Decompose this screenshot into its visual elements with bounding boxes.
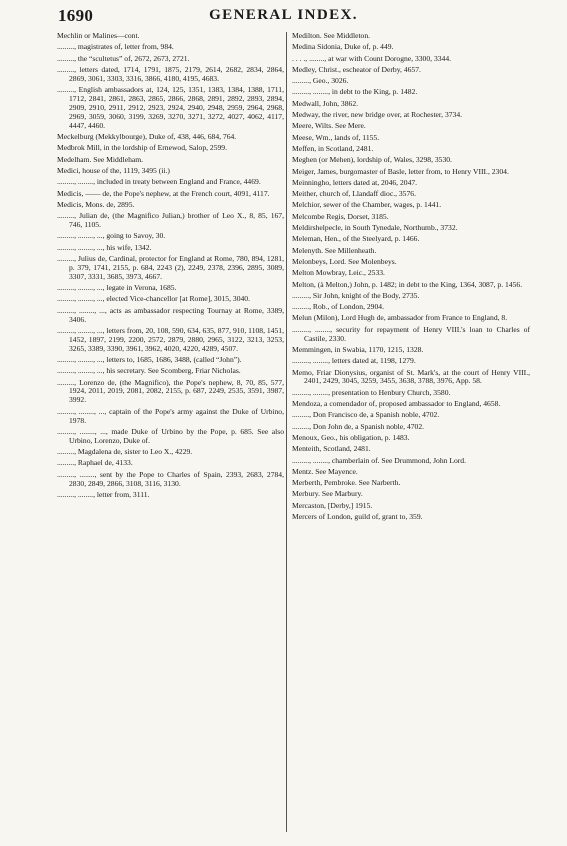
index-entry: Meese, Wm., lands of, 1155.	[292, 132, 380, 142]
index-entry: Meffen, in Scotland, 2481.	[292, 143, 374, 153]
index-entry: Melun (Milon), Lord Hugh de, ambassador from France to England, 8.	[292, 313, 508, 323]
index-entry: Medway, the river, new bridge over, at Rochester, 3734.	[292, 110, 463, 120]
index-entry: Medici, house of the, 1119, 3495 (ii.)	[57, 165, 170, 175]
index-entry: Medicis, Mons. de, 2895.	[57, 199, 135, 209]
index-entry: Mechlin or Malines—cont.	[57, 31, 140, 40]
index-entry: ........., ........, letter from, 3111.	[57, 489, 150, 499]
index-entry: ........., Don Francisco de, a Spanish noble, 4702.	[292, 410, 440, 420]
index-entry: Merbury. See Marbury.	[292, 489, 363, 499]
index-entry: ........., Magdalena de, sister to Leo X., 4229.	[57, 447, 193, 457]
index-entry: ........., ........, ..., acts as ambassador respecting Tournay at Rome, 3389, 3406.	[57, 305, 284, 324]
index-entry: ........., ........, ..., captain of the Pope's army against the Duke of Urbino, 1978.	[57, 406, 284, 425]
index-entry: Mercers of London, guild of, grant to, 359.	[292, 511, 423, 521]
index-entry: ........., Sir John, knight of the Body, 2735.	[292, 290, 420, 300]
index-entry: Medwall, John, 3862.	[292, 98, 359, 108]
index-entry: Meghen (or Mehen), lordship of, Wales, 3298, 3530.	[292, 155, 452, 165]
index-entry: . . . ., ........, at war with Count Dorogne, 3300, 3344.	[292, 53, 452, 63]
index-entry: ........., ........, presentation to Henbury Church, 3580.	[292, 387, 451, 397]
index-entry: Meinningho, letters dated at, 2046, 2047.	[292, 177, 418, 187]
index-entry: Medley, Christ., escheator of Derby, 4657.	[292, 64, 421, 74]
index-entry: ........., Geo., 3026.	[292, 76, 349, 86]
index-entry: Melcombe Regis, Dorset, 3185.	[292, 211, 389, 221]
index-column-right	[292, 32, 530, 524]
index-entry: Melton Mowbray, Leic., 2533.	[292, 268, 385, 278]
index-entry: ........., ........, ..., letters to, 1685, 1686, 3488, (called “John”).	[57, 354, 242, 364]
index-entry: ........., ........, ..., elected Vice-chancellor [at Rome], 3015, 3040.	[57, 294, 250, 304]
index-entry: Meere, Wilts. See Mere.	[292, 121, 366, 131]
index-entry: ........., ........, security for repayment of Henry VIII.'s loan to Charles of Castile, 2330.	[292, 324, 530, 343]
index-entry: ........., letters dated, 1714, 1791, 1875, 2179, 2614, 2682, 2834, 2864, 2869, 3061, 3303, 3316, 3866, 4180, 4195, 4683.	[57, 64, 284, 83]
index-entry: ........., Rob., of London, 2904.	[292, 302, 384, 312]
index-entry: ........., Raphael de, 4133.	[57, 458, 133, 468]
index-entry: Melton, (à Melton,) John, p. 1482; in debt to the King, 1364, 3087, p. 1456.	[292, 279, 523, 289]
index-entry: ........., ........, letters dated at, 1198, 1279.	[292, 356, 416, 366]
index-entry: Meiger, James, burgomaster of Basle, letter from, to Henry VIII., 2304.	[292, 166, 509, 176]
index-entry: ........., ........, sent by the Pope to Charles of Spain, 2393, 2683, 2784, 2830, 2849, 2866, 3108, 3116, 3130.	[57, 469, 284, 488]
index-entry: ........., ........, included in treaty between England and France, 4469.	[57, 177, 261, 187]
column-divider	[286, 32, 287, 832]
page-number: 1690	[58, 6, 94, 25]
index-entry: ........., ........, ..., made Duke of Urbino by the Pope, p. 685. See also Urbino, Lorenzo, Duke of.	[57, 426, 284, 445]
index-entry: Medicis, —— de, the Pope's nephew, at the French court, 4091, 4117.	[57, 188, 270, 198]
index-entry: Medelham. See Middleham.	[57, 154, 144, 164]
index-entry: Menteith, Scotland, 2481.	[292, 444, 371, 454]
index-entry: Mendoza, a comendador of, proposed ambassador to England, 4658.	[292, 399, 501, 409]
index-entry: ........., ........, ..., his wife, 1342.	[57, 242, 152, 252]
page-margin	[0, 0, 57, 846]
index-entry: ........., Lorenzo de, (the Magnifico), the Pope's nephew, 8, 70, 85, 577, 1924, 2011, 2019, 2081, 2082, 2155, p. 687, 2249, 2535, 3591, 3987, 3992.	[57, 377, 284, 405]
index-entry: Medilton. See Middleton.	[292, 31, 371, 40]
index-entry: ........., ........, chamberlain of. See Drummond, John Lord.	[292, 455, 466, 465]
index-entry: ........., English ambassadors at, 124, 125, 1351, 1383, 1384, 1388, 1711, 1712, 2841, 2861, 2863, 2865, 2866, 2868, 2891, 2892, 2893, 2894, 2909, 2910, 2911, 2912, 2923, 2924, 2940, 2948, 2959, 2964, 2968, 2969, 3059, 3060, 3199, 3269, 3270, 3271, 3272, 4027, 4062, 4117, 4447, 4460.	[57, 85, 284, 130]
index-entry: Medbrok Mill, in the lordship of Ernewod, Salop, 2599.	[57, 143, 227, 153]
index-entry: Mentz. See Mayence.	[292, 466, 358, 476]
index-entry: ........., Julius de, Cardinal, protector for England at Rome, 780, 894, 1281, p. 379, 1741, 2155, p. 684, 2243 (2), 2249, 2378, 2396, 2895, 3089, 3307, 3331, 3685, 3973, 4667.	[57, 253, 284, 281]
index-entry: Menoux, Geo., his obligation, p. 1483.	[292, 432, 410, 442]
index-entry: Meckelburg (Mekkylbourge), Duke of, 438, 446, 684, 764.	[57, 132, 237, 142]
index-entry: ........., ........, in debt to the King, p. 1482.	[292, 87, 418, 97]
index-entry: Medina Sidonia, Duke of, p. 449.	[292, 42, 394, 52]
index-entry: ........., ........, ..., his secretary. See Scomberg, Friar Nicholas.	[57, 366, 241, 376]
index-entry: Meleman, Hen., of the Steelyard, p. 1466.	[292, 234, 420, 244]
running-title: GENERAL INDEX.	[209, 7, 358, 23]
index-entry: Mercaston, [Derby,] 1915.	[292, 500, 373, 510]
index-entry: Melchior, sewer of the Chamber, wages, p. 1441.	[292, 200, 442, 210]
index-entry: Meldirshelpecle, in South Tynedale, Northumb., 3732.	[292, 223, 458, 233]
index-entry: ........., ........, ..., letters from, 20, 108, 590, 634, 635, 877, 910, 1108, 1451, 1452, 1897, 2199, 2200, 2572, 2879, 2880, 2965, 3122, 3213, 3253, 3265, 3389, 3390, 3961, 3962, 4020, 4220, 4289, 4507.	[57, 325, 284, 353]
index-entry: Memmingen, in Swabia, 1170, 1215, 1328.	[292, 344, 424, 354]
index-entry: ........., ........, ..., legate in Verona, 1685.	[57, 283, 177, 292]
index-entry: ........., the “scultetus” of, 2672, 2673, 2721.	[57, 53, 190, 63]
index-entry: ........., Don John de, a Spanish noble, 4702.	[292, 421, 425, 431]
index-entry: ........., Julian de, (the Magnifico Julian,) brother of Leo X., 8, 85, 167, 746, 1105.	[57, 211, 284, 229]
page-header	[0, 6, 567, 32]
index-entry: ........., magistrates of, letter from, 984.	[57, 42, 174, 52]
index-entry: Melonbeys, Lord. See Molenbeys.	[292, 256, 397, 266]
index-entry: Merberth, Pembroke. See Narberth.	[292, 478, 401, 488]
index-entry: Melenyth. See Millenheath.	[292, 245, 377, 255]
index-entry: Meither, church of, Llandaff dioc., 3576.	[292, 189, 416, 199]
index-entry: Memo, Friar Dionysius, organist of St. Mark's, at the court of Henry VIII., 2401, 2429, 3045, 3259, 3455, 3638, 3788, 3976, App. 58.	[292, 367, 530, 386]
index-entry: ........., ........, ..., going to Savoy, 30.	[57, 231, 166, 241]
index-column-left	[57, 32, 284, 502]
